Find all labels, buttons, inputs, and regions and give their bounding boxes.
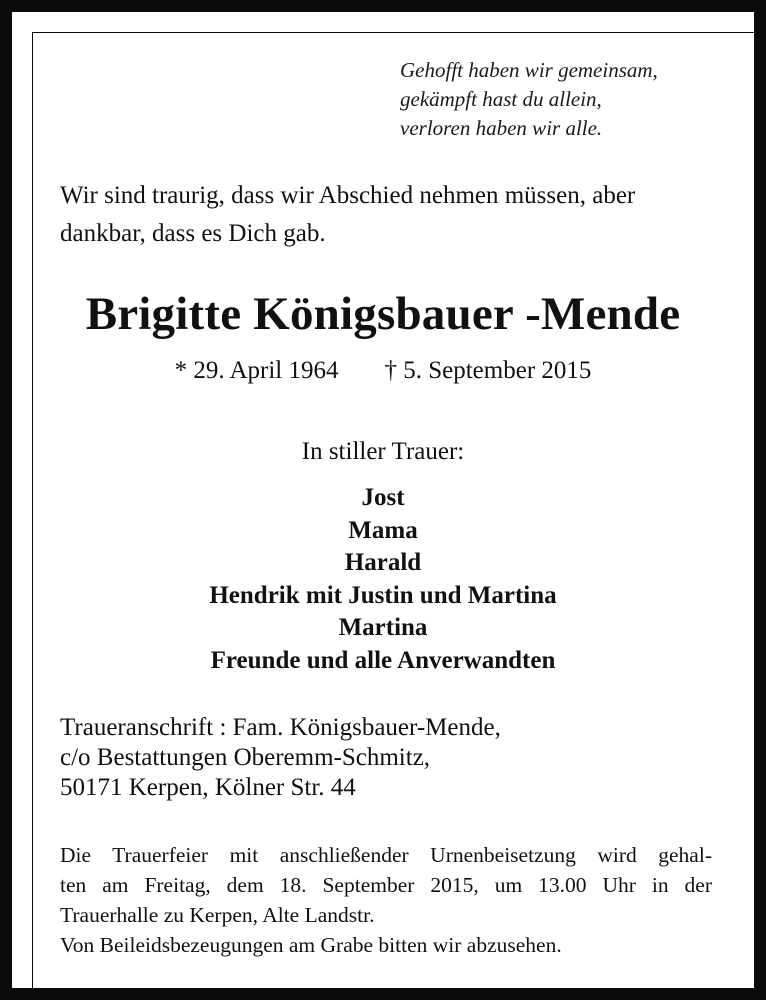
- funeral-line: Die Trauerfeier mit anschließender Urnenbeisetzung wird gehal-: [60, 843, 712, 867]
- deceased-name: Brigitte Königsbauer -Mende: [85, 288, 681, 340]
- mourner-name: Harald: [344, 549, 422, 576]
- funeral-notice: [60, 840, 712, 960]
- mourner-name: Martina: [338, 614, 428, 641]
- funeral-line: Von Beileidsbezeugungen am Grabe bitten wir abzusehen.: [60, 933, 562, 957]
- mourner-name: Jost: [361, 484, 405, 511]
- death-date: † 5. September 2015: [384, 357, 592, 384]
- mourners-list: [0, 482, 766, 677]
- quote-line: gekämpft hast du allein,: [400, 87, 602, 111]
- quote-line: Gehofft haben wir gemeinsam,: [400, 58, 658, 82]
- mourner-name: Mama: [348, 516, 418, 544]
- mourning-heading: In stiller Trauer:: [301, 438, 465, 465]
- intro-line: Wir sind traurig, dass wir Abschied nehmen müssen, aber: [60, 182, 636, 209]
- address-line: Traueranschrift : Fam. Königsbauer-Mende,: [60, 714, 501, 741]
- address-line: c/o Bestattungen Oberemm-Schmitz,: [60, 744, 431, 771]
- mourner-name: Hendrik mit Justin und Martina: [209, 581, 557, 609]
- funeral-line: ten am Freitag, dem 18. September 2015, um 13.00 Uhr in der: [60, 873, 712, 897]
- life-dates: [0, 355, 766, 387]
- address-line: 50171 Kerpen, Kölner Str. 44: [60, 774, 356, 801]
- funeral-line: Trauerhalle zu Kerpen, Alte Landstr.: [60, 903, 375, 927]
- quote-line: verloren haben wir alle.: [400, 116, 603, 140]
- mourner-name: Freunde und alle Anverwandten: [210, 646, 556, 674]
- intro-line: dankbar, dass es Dich gab.: [60, 220, 326, 247]
- birth-date: * 29. April 1964: [174, 357, 339, 384]
- memorial-quote: [400, 56, 658, 143]
- condolence-address: [60, 713, 501, 803]
- intro-text: [60, 177, 720, 253]
